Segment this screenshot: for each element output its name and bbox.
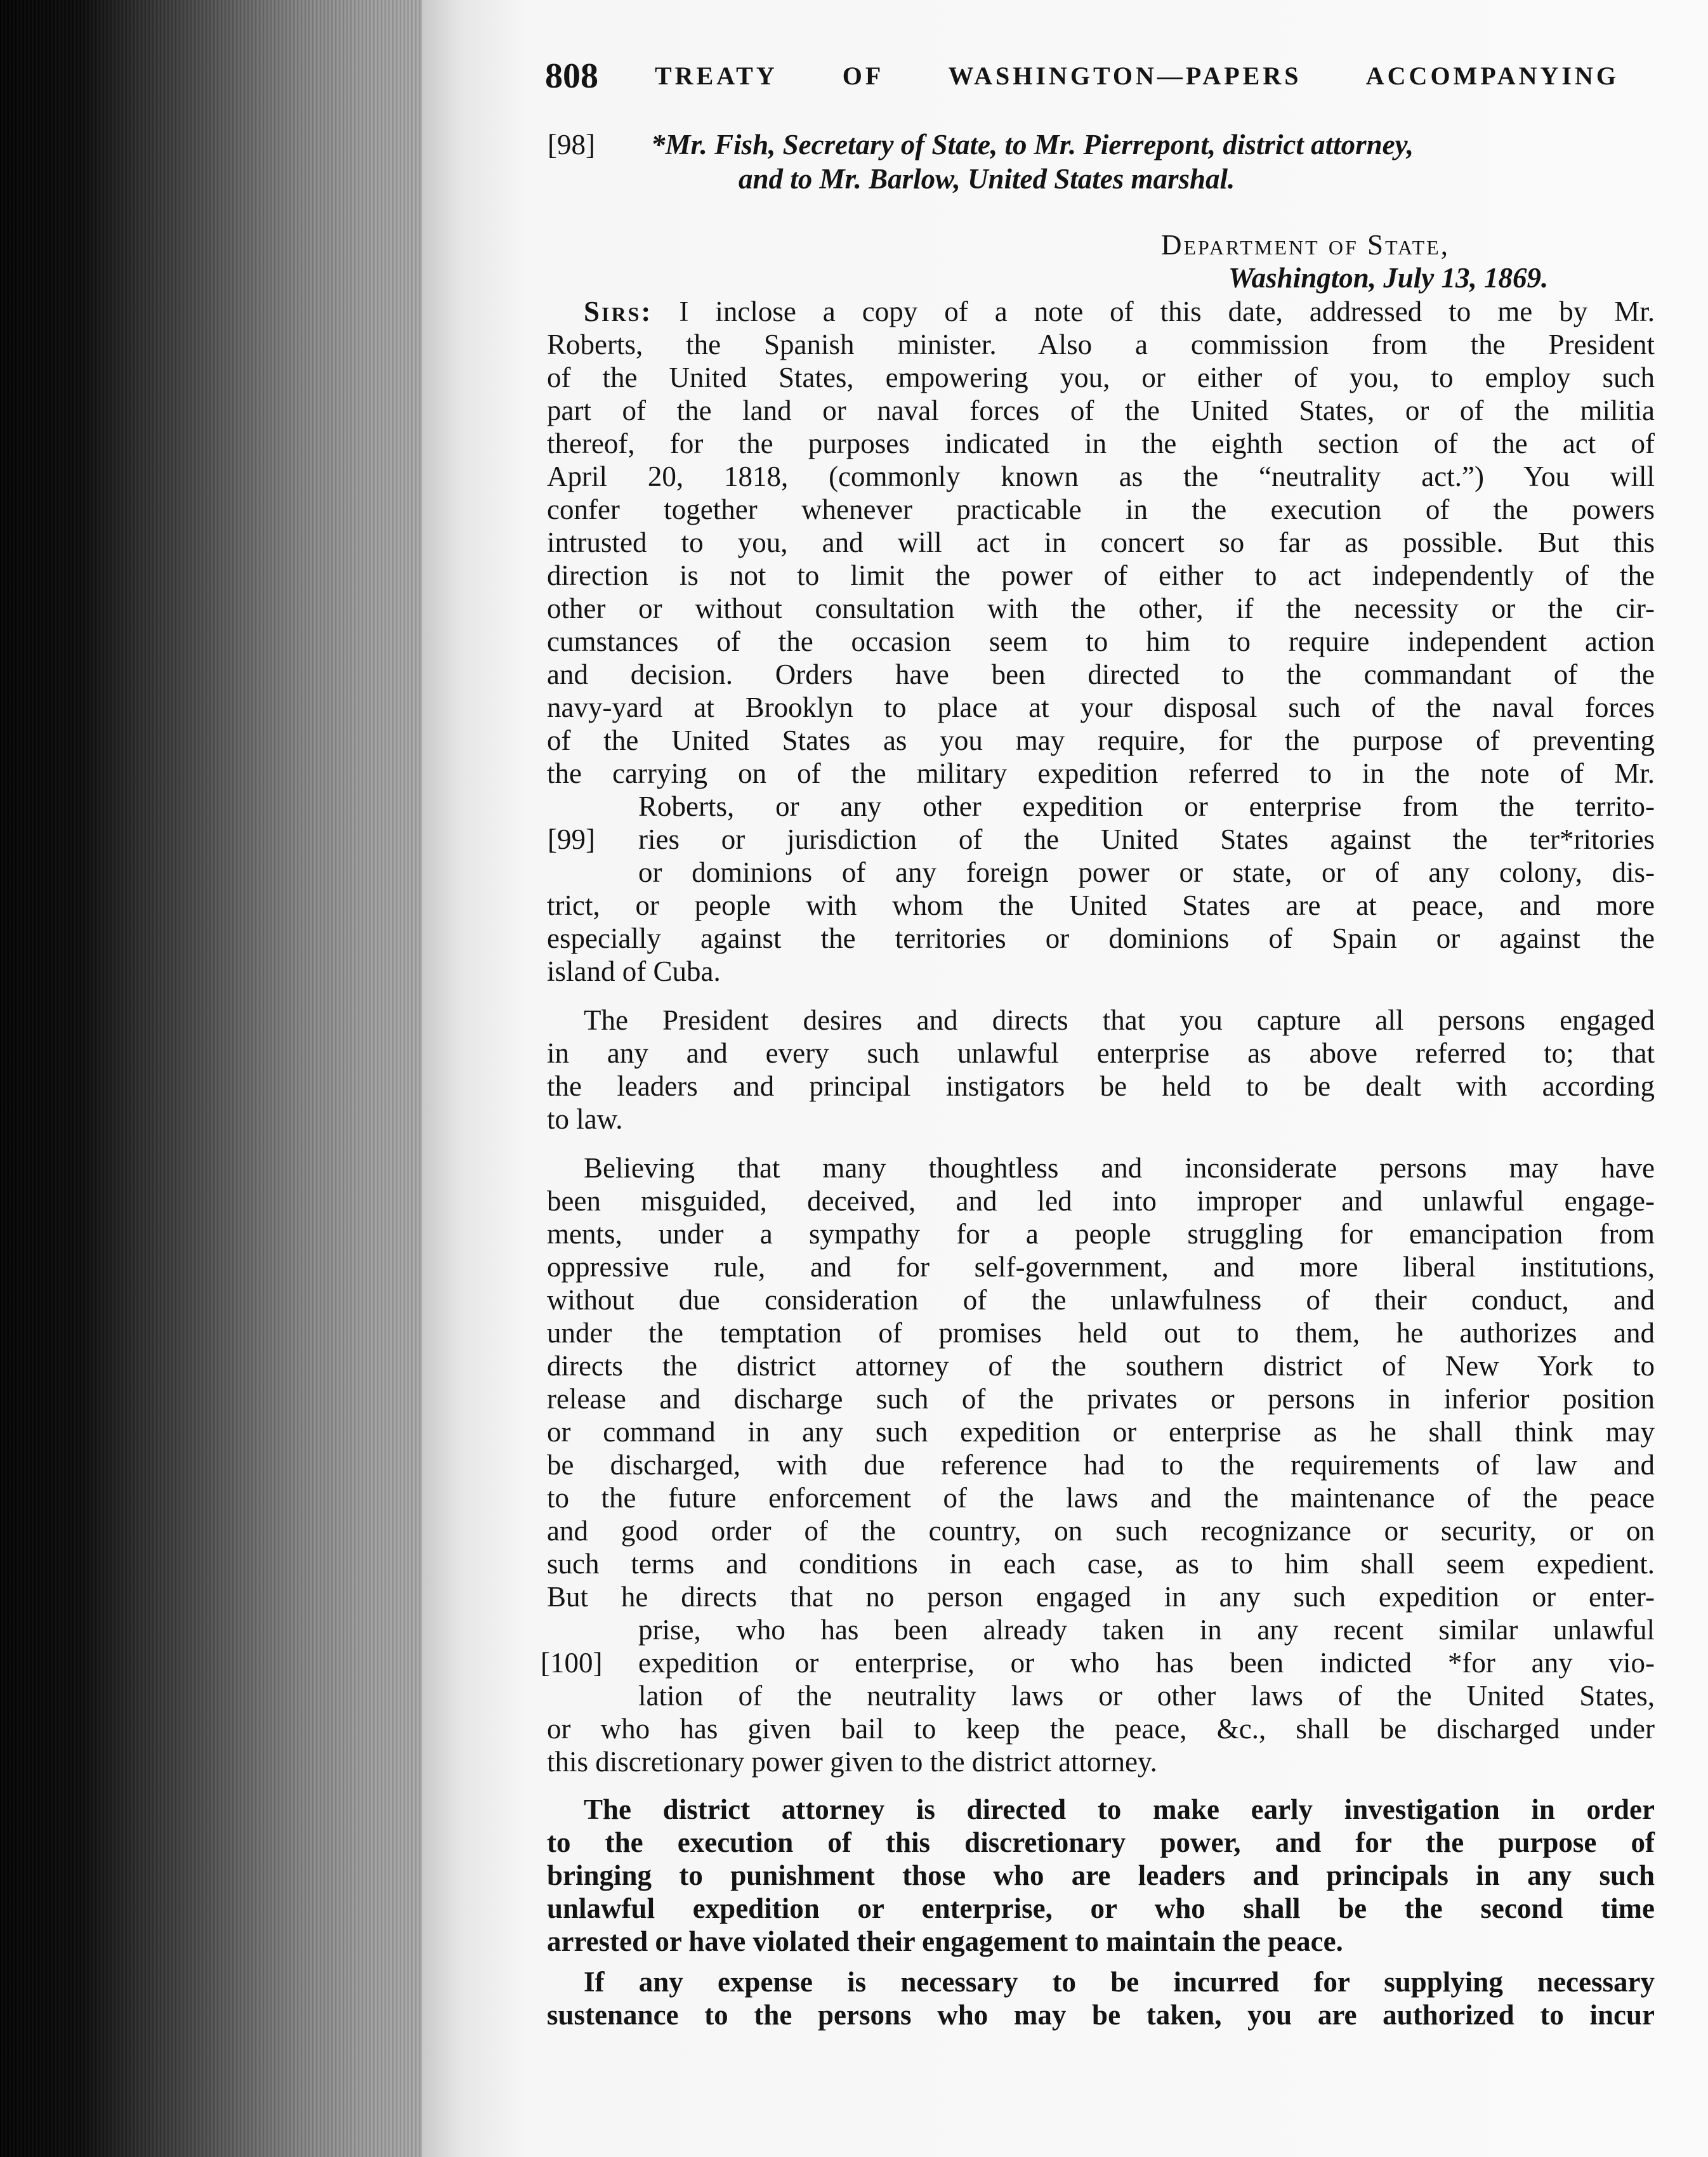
text-line: other or without consultation with the other, if the necessity or the cir- xyxy=(547,593,1655,624)
text-line: part of the land or naval forces of the United States, or of the militia xyxy=(547,395,1655,426)
text-line: April 20, 1818, (commonly known as the “neutrality act.”) You will xyxy=(547,461,1655,492)
text-line: thereof, for the purposes indicated in the eighth section of the act of xyxy=(547,428,1655,459)
text-line: If any expense is necessary to be incurred for supplying necessary xyxy=(584,1966,1655,1998)
margin-ref-99: [99] xyxy=(548,823,595,855)
margin-ref-100: [100] xyxy=(541,1647,603,1679)
letter-heading-line-1: *Mr. Fish, Secretary of State, to Mr. Pierrepont, district attorney, xyxy=(651,129,1414,161)
dateline-date: Washington, July 13, 1869. xyxy=(1228,262,1549,294)
text-line: The President desires and directs that you capture all persons engaged xyxy=(584,1004,1655,1036)
text-line: without due consideration of the unlawfulness of their conduct, and xyxy=(547,1284,1655,1316)
text-line: under the temptation of promises held out to them, he authorizes and xyxy=(547,1317,1655,1349)
text-line: confer together whenever practicable in the execution of the powers xyxy=(547,494,1655,525)
text-line: navy-yard at Brooklyn to place at your disposal such of the naval forces xyxy=(547,692,1655,723)
text-line: Roberts, or any other expedition or enterprise from the territo- xyxy=(638,790,1655,822)
margin-ref-98: [98] xyxy=(548,129,595,161)
text-line: or dominions of any foreign power or state, or of any colony, dis- xyxy=(638,856,1655,888)
text-line: the leaders and principal instigators be held to be dealt with according xyxy=(547,1070,1655,1102)
text-line: The district attorney is directed to make early investigation in order xyxy=(584,1793,1655,1825)
text-line: Believing that many thoughtless and inconsiderate persons may have xyxy=(584,1152,1655,1184)
text-line: sustenance to the persons who may be taken, you are authorized to incur xyxy=(547,1999,1655,2031)
text-line: prise, who has been already taken in any recent similar unlawful xyxy=(638,1614,1655,1646)
text-line: be discharged, with due reference had to the requirements of law and xyxy=(547,1449,1655,1481)
text-line: But he directs that no person engaged in any such expedition or enter- xyxy=(547,1581,1655,1613)
text-line: cumstances of the occasion seem to him to require independent action xyxy=(547,626,1655,657)
text-line: release and discharge such of the privates or persons in inferior position xyxy=(547,1383,1655,1415)
text-line: of the United States as you may require, for the purpose of preventing xyxy=(547,724,1655,756)
text-line: ries or jurisdiction of the United States against the ter*ritories xyxy=(638,823,1655,855)
text-line: the carrying on of the military expedition referred to in the note of Mr. xyxy=(547,757,1655,789)
text-line: such terms and conditions in each case, as to him shall seem expedient. xyxy=(547,1548,1655,1580)
text-line: especially against the territories or dominions of Spain or against the xyxy=(547,922,1655,954)
text-line: intrusted to you, and will act in concert so far as possible. But this xyxy=(547,527,1655,558)
text-line: in any and every such unlawful enterprise as above referred to; that xyxy=(547,1037,1655,1069)
text-line: oppressive rule, and for self-government, and more liberal institutions, xyxy=(547,1251,1655,1283)
text-line: lation of the neutrality laws or other laws of the United States, xyxy=(638,1680,1655,1712)
text-line: directs the district attorney of the southern district of New York to xyxy=(547,1350,1655,1382)
text-line: and decision. Orders have been directed to the commandant of the xyxy=(547,659,1655,690)
text-line: bringing to punishment those who are leaders and principals in any such xyxy=(547,1859,1655,1891)
text-line: to the future enforcement of the laws and the maintenance of the peace xyxy=(547,1482,1655,1514)
text-line: this discretionary power given to the district attorney. xyxy=(547,1746,1157,1778)
text-line: trict, or people with whom the United States are at peace, and more xyxy=(547,889,1655,921)
text-line: direction is not to limit the power of either to act independently of the xyxy=(547,560,1655,591)
text-line: to the execution of this discretionary power, and for the purpose of xyxy=(547,1826,1655,1858)
text-line: unlawful expedition or enterprise, or who shall be the second time xyxy=(547,1892,1655,1924)
text-line: been misguided, deceived, and led into improper and unlawful engage- xyxy=(547,1185,1655,1217)
text-line: or who has given bail to keep the peace, &c., shall be discharged under xyxy=(547,1713,1655,1745)
salutation: Sirs: xyxy=(584,296,653,327)
running-title: TREATY OF WASHINGTON—PAPERS ACCOMPANYING xyxy=(655,62,1619,90)
text-line: Roberts, the Spanish minister. Also a commission from the President xyxy=(547,329,1655,360)
text-line: expedition or enterprise, or who has been indicted *for any vio- xyxy=(638,1647,1655,1679)
book-spine-shadow xyxy=(0,0,444,2157)
text-line: of the United States, empowering you, or either of you, to employ such xyxy=(547,362,1655,393)
letter-heading-line-2: and to Mr. Barlow, United States marshal. xyxy=(739,163,1235,195)
text-line: island of Cuba. xyxy=(547,955,721,987)
text-line: and good order of the country, on such recognizance or security, or on xyxy=(547,1515,1655,1547)
dateline-department: Department of State, xyxy=(1161,229,1450,261)
text-line: to law. xyxy=(547,1103,623,1135)
text-line: arrested or have violated their engagement to maintain the peace. xyxy=(547,1925,1343,1957)
page-number: 808 xyxy=(545,56,598,96)
text-line: or command in any such expedition or enterprise as he shall think may xyxy=(547,1416,1655,1448)
text-line: ments, under a sympathy for a people struggling for emancipation from xyxy=(547,1218,1655,1250)
text-line-1: Sirs: I inclose a copy of a note of this date, addressed to me by Mr. xyxy=(584,296,1655,327)
